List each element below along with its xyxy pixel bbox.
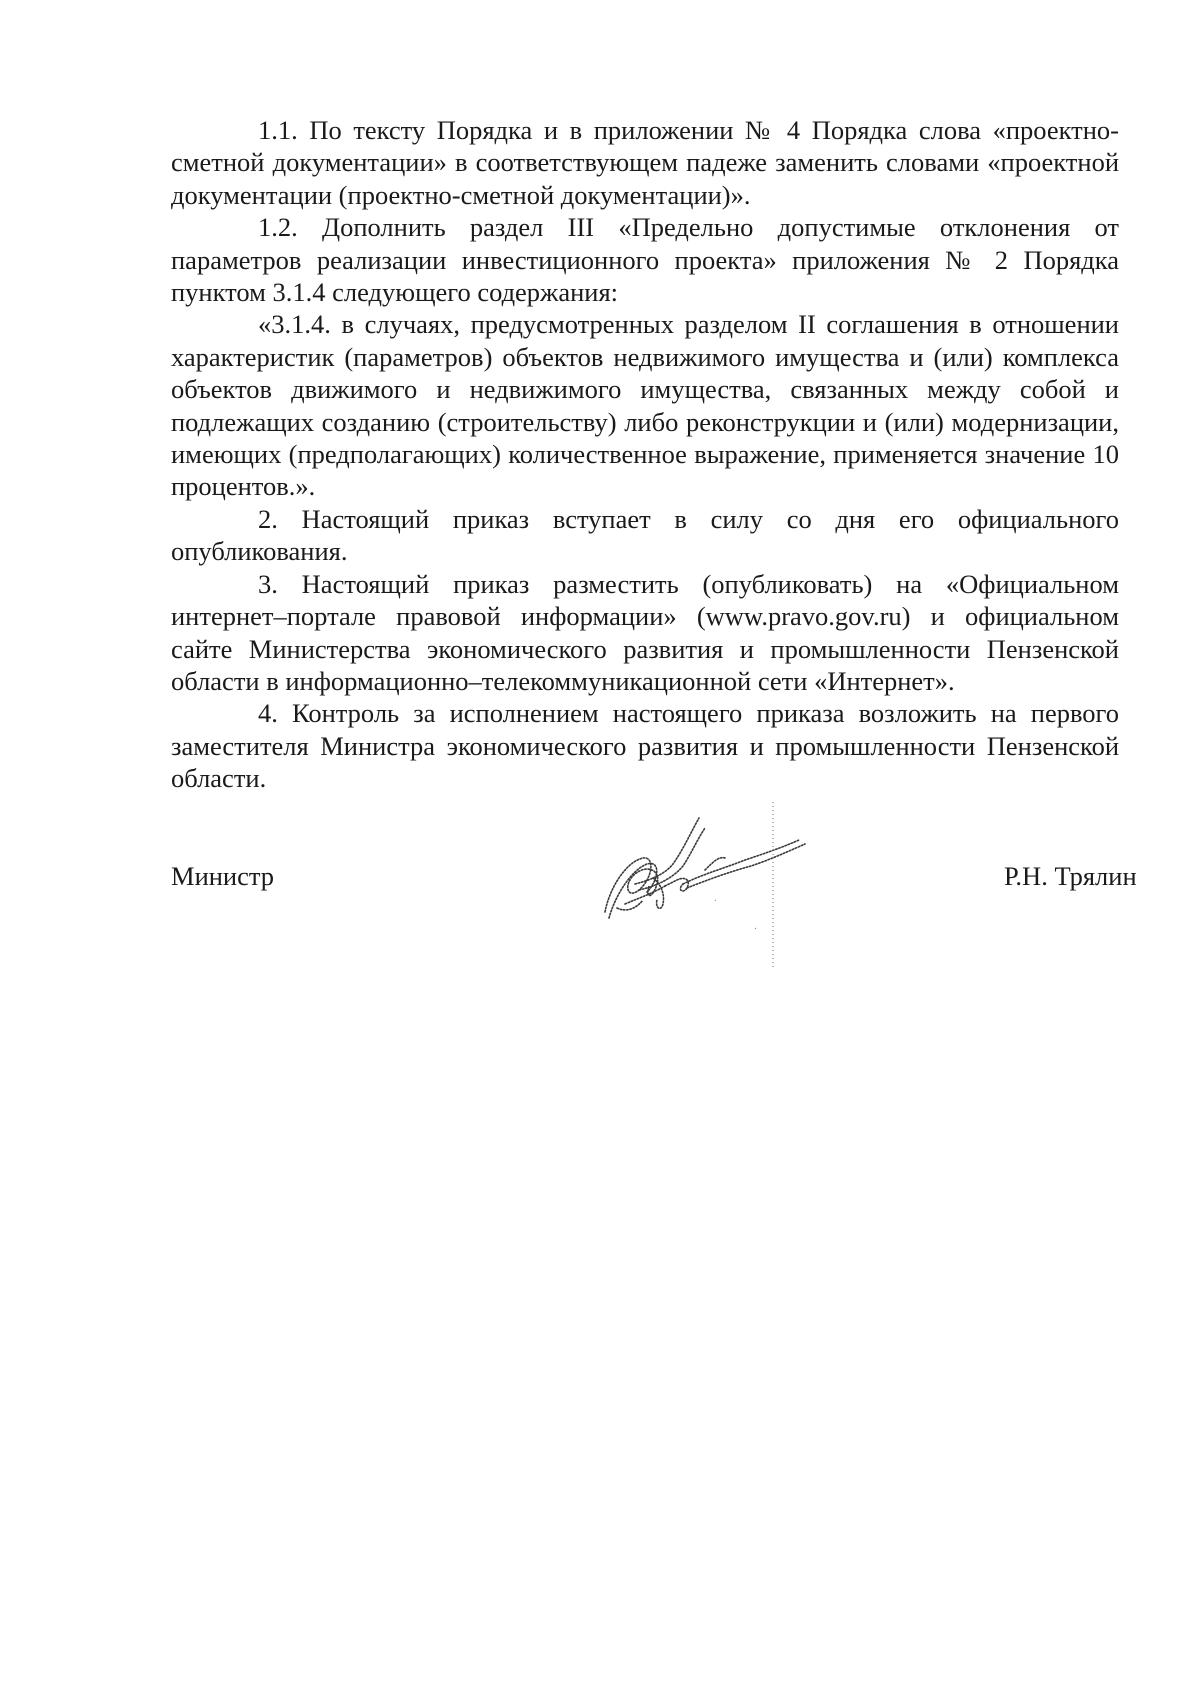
paragraph-1-1: 1.1. По тексту Порядка и в приложении № 4 Порядка слова «проектно-сметной документации» в соответствующем падеже заменить словами «проектной документации (проектно-сметной документации)». bbox=[171, 115, 1119, 210]
document-body bbox=[171, 114, 1119, 795]
signatory-position: Министр bbox=[171, 861, 275, 891]
paragraph-1-2: 1.2. Дополнить раздел III «Предельно допустимые отклонения от параметров реализации инвестиционного проекта» приложения № 2 Порядка пунктом 3.1.4 следующего содержания: bbox=[171, 212, 1119, 308]
paragraph-quote-3-1-4: «3.1.4. в случаях, предусмотренных разделом II соглашения в отношении характеристик (параметров) объектов недвижимого имущества и (или) комплекса объектов движимого и недвижимого имущества, связанных между собой и подлежащих созданию (строительству) либо реконструкции и (или) модернизации, имеющих (предполагающих) количественное выражение, применяется значение 10 процентов.». bbox=[171, 309, 1119, 502]
paragraph-2: 2. Настоящий приказ вступает в силу со дня его официального опубликования. bbox=[171, 503, 1119, 567]
paragraph-3: 3. Настоящий приказ разместить (опубликовать) на «Официальном интернет–портале правовой информации» (www.pravo.gov.ru) и официальном сайте Министерства экономического развития и промышленности Пензенской области в информационно–телекоммуникационной сети «Интернет». bbox=[171, 568, 1119, 696]
handwritten-signature bbox=[595, 800, 845, 970]
paragraph-4: 4. Контроль за исполнением настоящего приказа возложить на первого заместителя Министра экономического развития и промышленности Пензенской области. bbox=[171, 698, 1119, 794]
signatory-name: Р.Н. Трялин bbox=[1004, 861, 1137, 891]
